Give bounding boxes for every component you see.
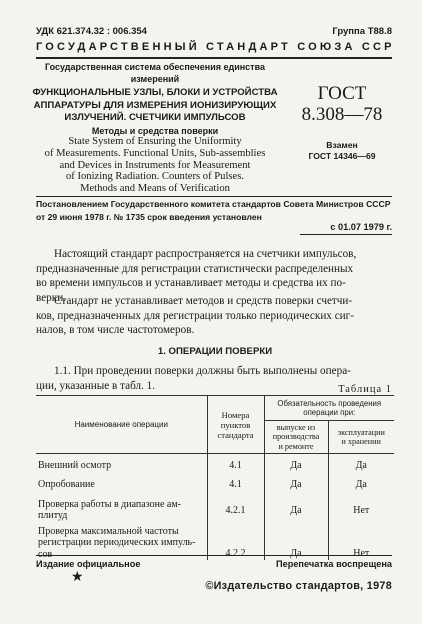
group-code: Группа Т88.8 xyxy=(332,26,392,37)
row-name: Опробование xyxy=(36,476,207,496)
row-name: Проверка работы в диапазоне ам- плитуд xyxy=(36,496,207,523)
english-line: Methods and Means of Verification xyxy=(80,183,230,195)
table-row xyxy=(36,476,394,496)
title-rule xyxy=(36,196,392,197)
text-line: налов, в том числе частотомеров. xyxy=(36,324,195,336)
udk-code: УДК 621.374.32 : 006.354 xyxy=(36,26,147,37)
text-line: ции, указанные в табл. 1. xyxy=(36,379,156,392)
header-clause-numbers: Номера пунктов стандарта xyxy=(207,396,264,454)
decree-line-1: Постановлением Государственного комитета стандартов Совета Министров СССР xyxy=(36,199,391,209)
gost-designation xyxy=(292,84,392,125)
row-name: Проверка максимальной частоты регистрации периодических импуль- сов xyxy=(36,523,207,561)
text-line: предназначенные для регистрации статистически распределенных xyxy=(36,262,354,275)
row-clause: 4.1 xyxy=(207,454,264,476)
footer-rule xyxy=(36,555,392,556)
official-edition: Издание официальное xyxy=(36,559,141,569)
header-rule xyxy=(36,57,392,59)
text-line: ков, предназначенных для регистрации только периодических сиг- xyxy=(36,309,354,322)
text-line: верки. xyxy=(36,291,66,304)
row-release: Да xyxy=(264,523,328,561)
replaces-label: Взамен xyxy=(326,140,358,150)
header-operation-use: эксплуатации и хранении xyxy=(328,421,394,454)
row-use: Нет xyxy=(328,496,394,523)
english-title xyxy=(30,136,280,195)
gost-number: 8.308—78 xyxy=(301,104,383,125)
title-line-1: ФУНКЦИОНАЛЬНЫЕ УЗЛЫ, БЛОКИ И УСТРОЙСТВА xyxy=(32,87,278,98)
table-caption: Таблица 1 xyxy=(338,384,392,395)
english-line: and Devices in Instruments for Measurement xyxy=(59,159,251,171)
row-use: Да xyxy=(328,476,394,496)
replaces-value: ГОСТ 14346—69 xyxy=(308,151,376,161)
replaces-block xyxy=(292,140,392,162)
effective-date-underline xyxy=(300,234,392,235)
title-line-2: АППАРАТУРЫ ДЛЯ ИЗМЕРЕНИЯ ИОНИЗИРУЮЩИХ xyxy=(33,99,277,111)
row-release: Да xyxy=(264,476,328,496)
header-operation: Наименование операции xyxy=(36,396,207,454)
operations-table xyxy=(36,395,394,560)
text-line: Стандарт не устанавливает методов и средств поверки счетчи- xyxy=(54,295,353,307)
text-line: во времени импульсов и устанавливает методы и средства их по- xyxy=(36,277,346,289)
gost-label: ГОСТ xyxy=(317,83,367,104)
text-line: 1.1. При проведении поверки должны быть выполнены опера- xyxy=(54,365,351,377)
header-mandatory: Обязательность проведения операции при: xyxy=(264,396,394,421)
system-line-2: измерений xyxy=(130,74,180,84)
row-use: Нет xyxy=(328,523,394,561)
title-block xyxy=(30,61,280,137)
decree-line-2: от 29 июня 1978 г. № 1735 срок введения установлен xyxy=(36,211,262,222)
row-clause: 4.1 xyxy=(207,476,264,496)
english-line: of Measurements. Functional Units, Sub-assemblies xyxy=(44,147,266,159)
english-line: of Ionizing Radiation. Counters of Pulses. xyxy=(65,171,244,183)
title-line-3: ИЗЛУЧЕНИЙ. СЧЕТЧИКИ ИМПУЛЬСОВ xyxy=(64,112,246,123)
decree xyxy=(36,198,394,223)
row-release: Да xyxy=(264,454,328,476)
star-icon: ★ xyxy=(71,570,84,585)
table-row xyxy=(36,454,394,476)
english-line: State System of Ensuring the Uniformity xyxy=(68,136,242,147)
header-release: выпуске из производства и ремонте xyxy=(264,421,328,454)
text-line: Настоящий стандарт распространяется на счетчики импульсов, xyxy=(54,248,357,260)
publisher-copyright: ©Издательство стандартов, 1978 xyxy=(205,580,392,592)
row-clause: 4.2.2 xyxy=(207,523,264,561)
reprint-notice: Перепечатка воспрещена xyxy=(276,559,392,569)
effective-date: с 01.07 1979 г. xyxy=(330,222,392,232)
state-standard-banner: ГОСУДАРСТВЕННЫЙ СТАНДАРТ СОЮЗА ССР xyxy=(36,41,395,53)
row-name: Внешний осмотр xyxy=(36,454,207,476)
row-clause: 4.2.1 xyxy=(207,496,264,523)
row-release: Да xyxy=(264,496,328,523)
row-use: Да xyxy=(328,454,394,476)
paragraph-exclusions xyxy=(36,294,394,338)
table-row xyxy=(36,496,394,523)
section-title: 1. ОПЕРАЦИИ ПОВЕРКИ xyxy=(157,346,273,357)
system-line-1: Государственная система обеспечения единства xyxy=(44,62,266,72)
subtitle: Методы и средства поверки xyxy=(91,125,219,136)
